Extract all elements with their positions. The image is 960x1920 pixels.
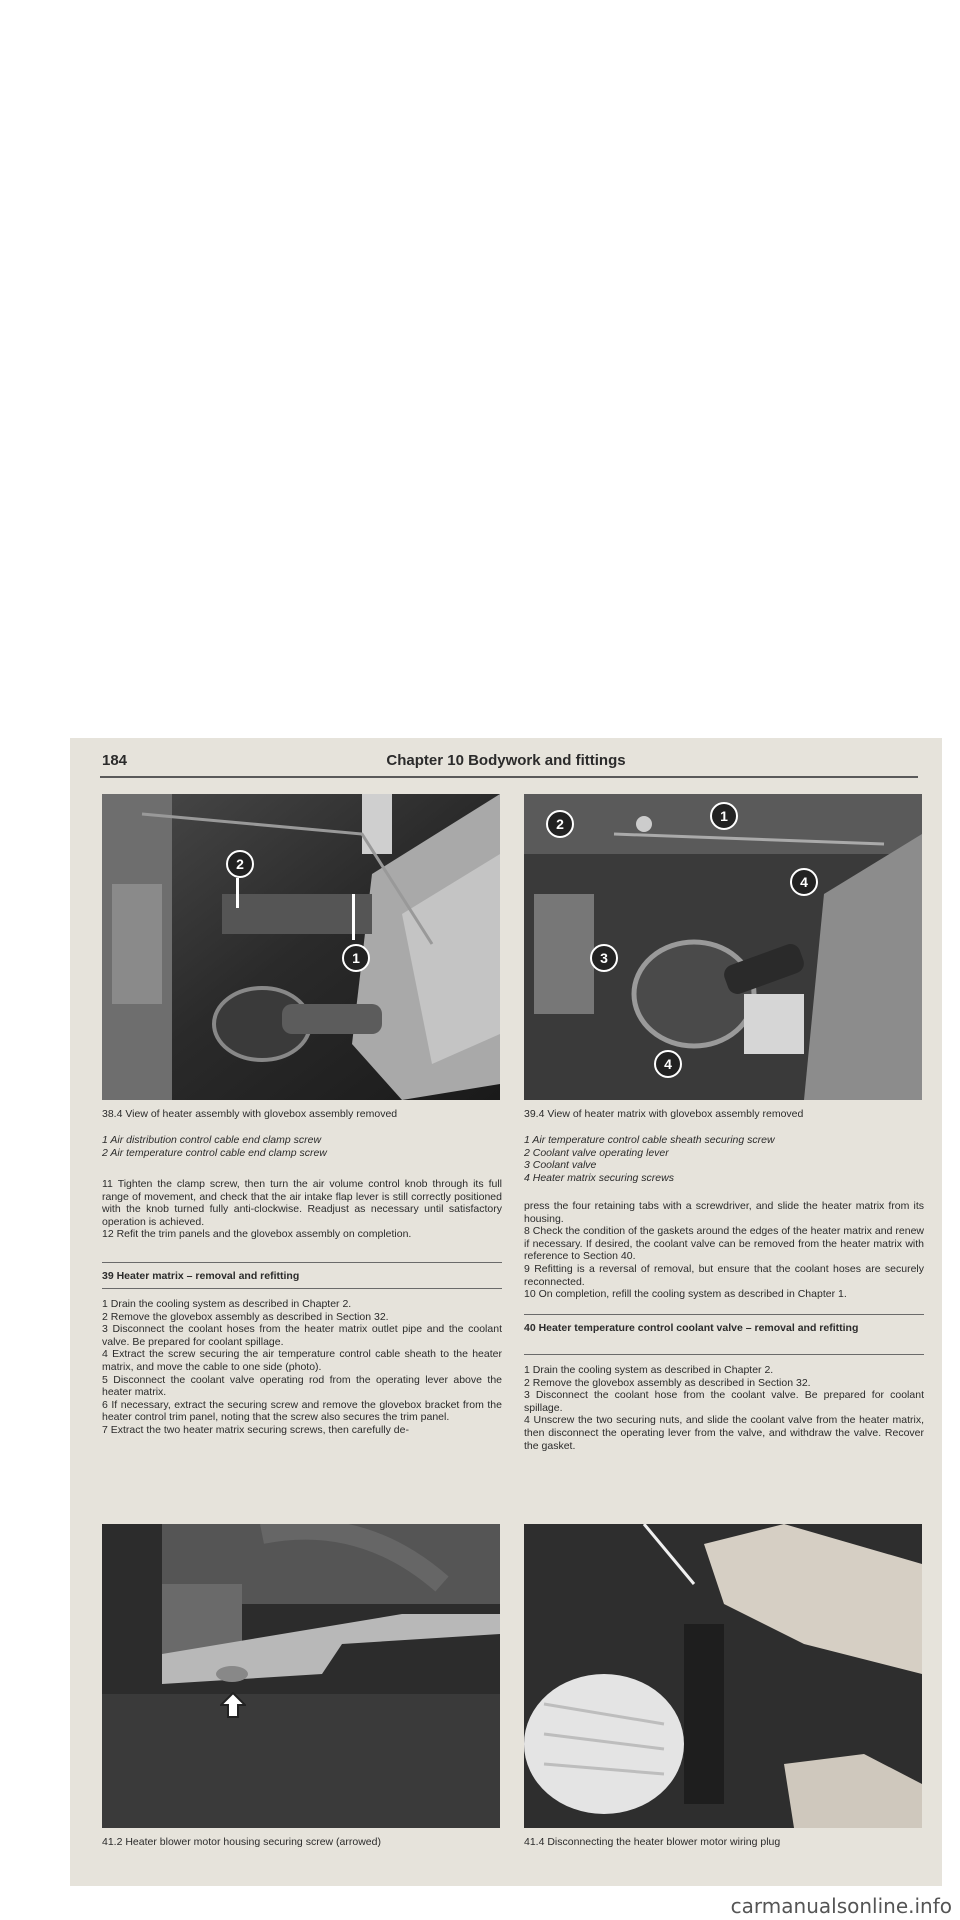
photo-blower-housing — [102, 1524, 500, 1828]
marker-4: 4 — [654, 1050, 682, 1078]
legend-item: 4 Heater matrix securing screws — [524, 1171, 674, 1184]
arrow-marker-2 — [236, 878, 239, 908]
paragraph: 10 On completion, refill the cooling system as described in Chapter 1. — [524, 1288, 847, 1301]
arrow-up-icon — [220, 1692, 246, 1718]
photo-heater-matrix-image — [524, 794, 922, 1100]
section-40-rule-bottom — [524, 1354, 924, 1355]
paragraph: press the four retaining tabs with a screwdriver, and slide the heater matrix from its housing. — [524, 1200, 924, 1225]
legend-39-4 — [524, 1134, 924, 1184]
caption-39-4: 39.4 View of heater matrix with glovebox assembly removed — [524, 1108, 804, 1120]
paragraph: 3 Disconnect the coolant hoses from the heater matrix outlet pipe and the coolant valve. Be prepared for coolant spillage. — [102, 1323, 502, 1348]
photo-blower-housing-image — [102, 1524, 500, 1828]
paragraph: 7 Extract the two heater matrix securing screws, then carefully de- — [102, 1423, 409, 1436]
marker-4: 4 — [790, 868, 818, 896]
section-40-rule-top — [524, 1314, 924, 1315]
chapter-title: Chapter 10 Bodywork and fittings — [386, 752, 626, 769]
paragraph: 4 Extract the screw securing the air temperature control cable sheath to the heater matrix, and move the cable to one side (photo). — [102, 1348, 502, 1373]
paragraph: 4 Unscrew the two securing nuts, and slide the coolant valve from the heater matrix, then disconnect the operating lever from the valve, and withdraw the valve. Recover the gasket. — [524, 1414, 924, 1452]
section-39-rule-bottom — [102, 1288, 502, 1289]
paragraph: 3 Disconnect the coolant hose from the coolant valve. Be prepared for coolant spillage. — [524, 1389, 924, 1414]
paragraph: 1 Drain the cooling system as described in Chapter 2. — [524, 1364, 774, 1376]
legend-item: 3 Coolant valve — [524, 1159, 597, 1171]
marker-1: 1 — [342, 944, 370, 972]
paragraph: 5 Disconnect the coolant valve operating rod from the operating lever above the heater matrix. — [102, 1373, 502, 1399]
marker-2: 2 — [546, 810, 574, 838]
photo-wiring-plug-image — [524, 1524, 922, 1828]
section-39-title: 39 Heater matrix – removal and refitting — [102, 1270, 300, 1282]
arrow-marker-1 — [352, 894, 355, 940]
photo-heater-assembly-image — [102, 794, 500, 1100]
photo-heater-matrix — [524, 794, 922, 1100]
paragraph: 12 Refit the trim panels and the glovebox assembly on completion. — [102, 1228, 412, 1241]
watermark: carmanualsonline.info — [730, 1894, 952, 1918]
caption-41-2: 41.2 Heater blower motor housing securing screw (arrowed) — [102, 1836, 381, 1848]
paragraph: 6 If necessary, extract the securing screw and remove the glovebox bracket from the heater control trim panel, noting that the screw also secures the trim panel. — [102, 1398, 502, 1424]
page-number: 184 — [102, 752, 128, 769]
legend-item: 1 Air temperature control cable sheath securing screw — [524, 1134, 775, 1146]
marker-2: 2 — [226, 850, 254, 878]
legend-item: 2 Coolant valve operating lever — [524, 1146, 669, 1159]
right-text-top — [524, 1200, 924, 1301]
legend-item: 2 Air temperature control cable end clamp screw — [102, 1146, 327, 1159]
marker-3: 3 — [590, 944, 618, 972]
paragraph: 1 Drain the cooling system as described in Chapter 2. — [102, 1298, 352, 1310]
paragraph: 9 Refitting is a reversal of removal, but ensure that the coolant hoses are securely reconnected. — [524, 1262, 924, 1288]
section-39-body — [102, 1298, 502, 1437]
header-rule — [100, 776, 918, 778]
legend-38-4 — [102, 1134, 502, 1159]
paragraph: 2 Remove the glovebox assembly as described in Section 32. — [524, 1376, 811, 1389]
section-40-title: 40 Heater temperature control coolant valve – removal and refitting — [524, 1322, 859, 1334]
marker-1: 1 — [710, 802, 738, 830]
caption-38-4: 38.4 View of heater assembly with glovebox assembly removed — [102, 1108, 398, 1120]
paragraph: 8 Check the condition of the gaskets around the edges of the heater matrix and renew if necessary. If desired, the coolant valve can be removed from the heater matrix with reference to Section 40. — [524, 1225, 924, 1263]
photo-heater-assembly — [102, 794, 500, 1100]
caption-41-4: 41.4 Disconnecting the heater blower motor wiring plug — [524, 1836, 781, 1848]
manual-page — [70, 738, 942, 1886]
legend-item: 1 Air distribution control cable end clamp screw — [102, 1134, 322, 1146]
section-39-rule-top — [102, 1262, 502, 1263]
section-40-body — [524, 1364, 924, 1452]
left-text-top — [102, 1178, 502, 1241]
paragraph: 2 Remove the glovebox assembly as described in Section 32. — [102, 1310, 389, 1323]
paragraph: 11 Tighten the clamp screw, then turn the air volume control knob through its full range of movement, and check that the air intake flap lever is still correctly positioned with the knob turned fully anti-clockwise. Readjust as necessary until satisfactory operation is achieved. — [102, 1178, 502, 1228]
photo-wiring-plug — [524, 1524, 922, 1828]
